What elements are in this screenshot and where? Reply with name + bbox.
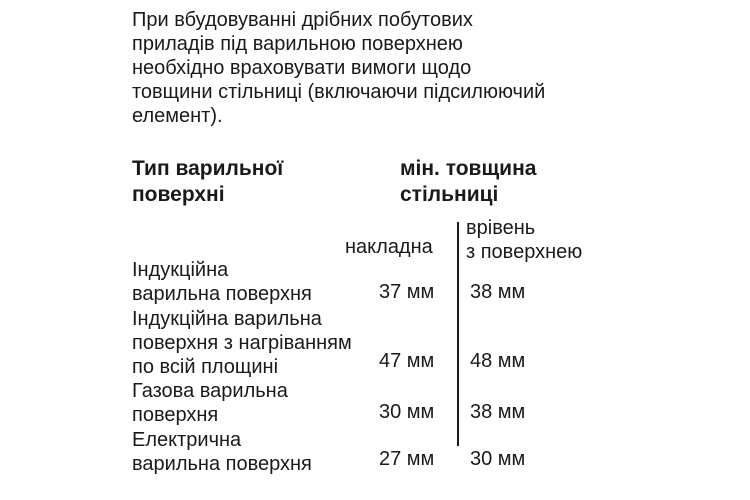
row-name-line: варильна поверхня: [132, 453, 312, 475]
subheader-flush: [466, 216, 582, 264]
row-name-line: поверхня: [132, 404, 219, 426]
column-header-type: [132, 156, 283, 208]
intro-line: елемент).: [132, 105, 223, 127]
subheader-line: накладна: [345, 236, 433, 258]
subheader-overlay: [345, 235, 433, 259]
header-line: поверхні: [132, 183, 225, 206]
row-name-line: поверхня з нагріванням: [132, 332, 352, 354]
intro-line: При вбудовуванні дрібних побутових: [132, 9, 473, 31]
subheader-line: врівень: [466, 217, 536, 239]
value-flush: 38 мм: [470, 401, 526, 423]
value-flush: 38 мм: [470, 281, 526, 303]
header-line: Тип варильної: [132, 157, 284, 180]
row-name: [132, 258, 312, 306]
row-name-line: варильна поверхня: [132, 283, 312, 305]
value-flush: 48 мм: [470, 350, 526, 372]
row-name: [132, 307, 352, 379]
row-name: [132, 428, 312, 476]
subheader-line: з поверхнею: [466, 241, 583, 263]
value-overlay: 27 мм: [379, 448, 435, 470]
intro-line: товщини стільниці (включаючи підсилюючий: [132, 81, 546, 103]
row-name: [132, 379, 288, 427]
intro-line: приладів під варильною поверхнею: [132, 33, 463, 55]
value-overlay: 47 мм: [379, 350, 435, 372]
row-name-line: Індукційна: [132, 259, 229, 281]
value-overlay: 30 мм: [379, 401, 435, 423]
value-overlay: 37 мм: [379, 281, 435, 303]
row-name-line: Газова варильна: [132, 380, 288, 402]
column-divider: [457, 222, 459, 446]
header-line: стільниці: [400, 183, 499, 206]
header-line: мін. товщина: [400, 157, 537, 180]
row-name-line: по всій площині: [132, 356, 279, 378]
intro-line: необхідно враховувати вимоги щодо: [132, 57, 472, 79]
row-name-line: Індукційна варильна: [132, 308, 322, 330]
row-name-line: Електрична: [132, 429, 242, 451]
value-flush: 30 мм: [470, 448, 526, 470]
column-header-min-thickness: [400, 156, 536, 208]
intro-paragraph: [132, 8, 632, 128]
